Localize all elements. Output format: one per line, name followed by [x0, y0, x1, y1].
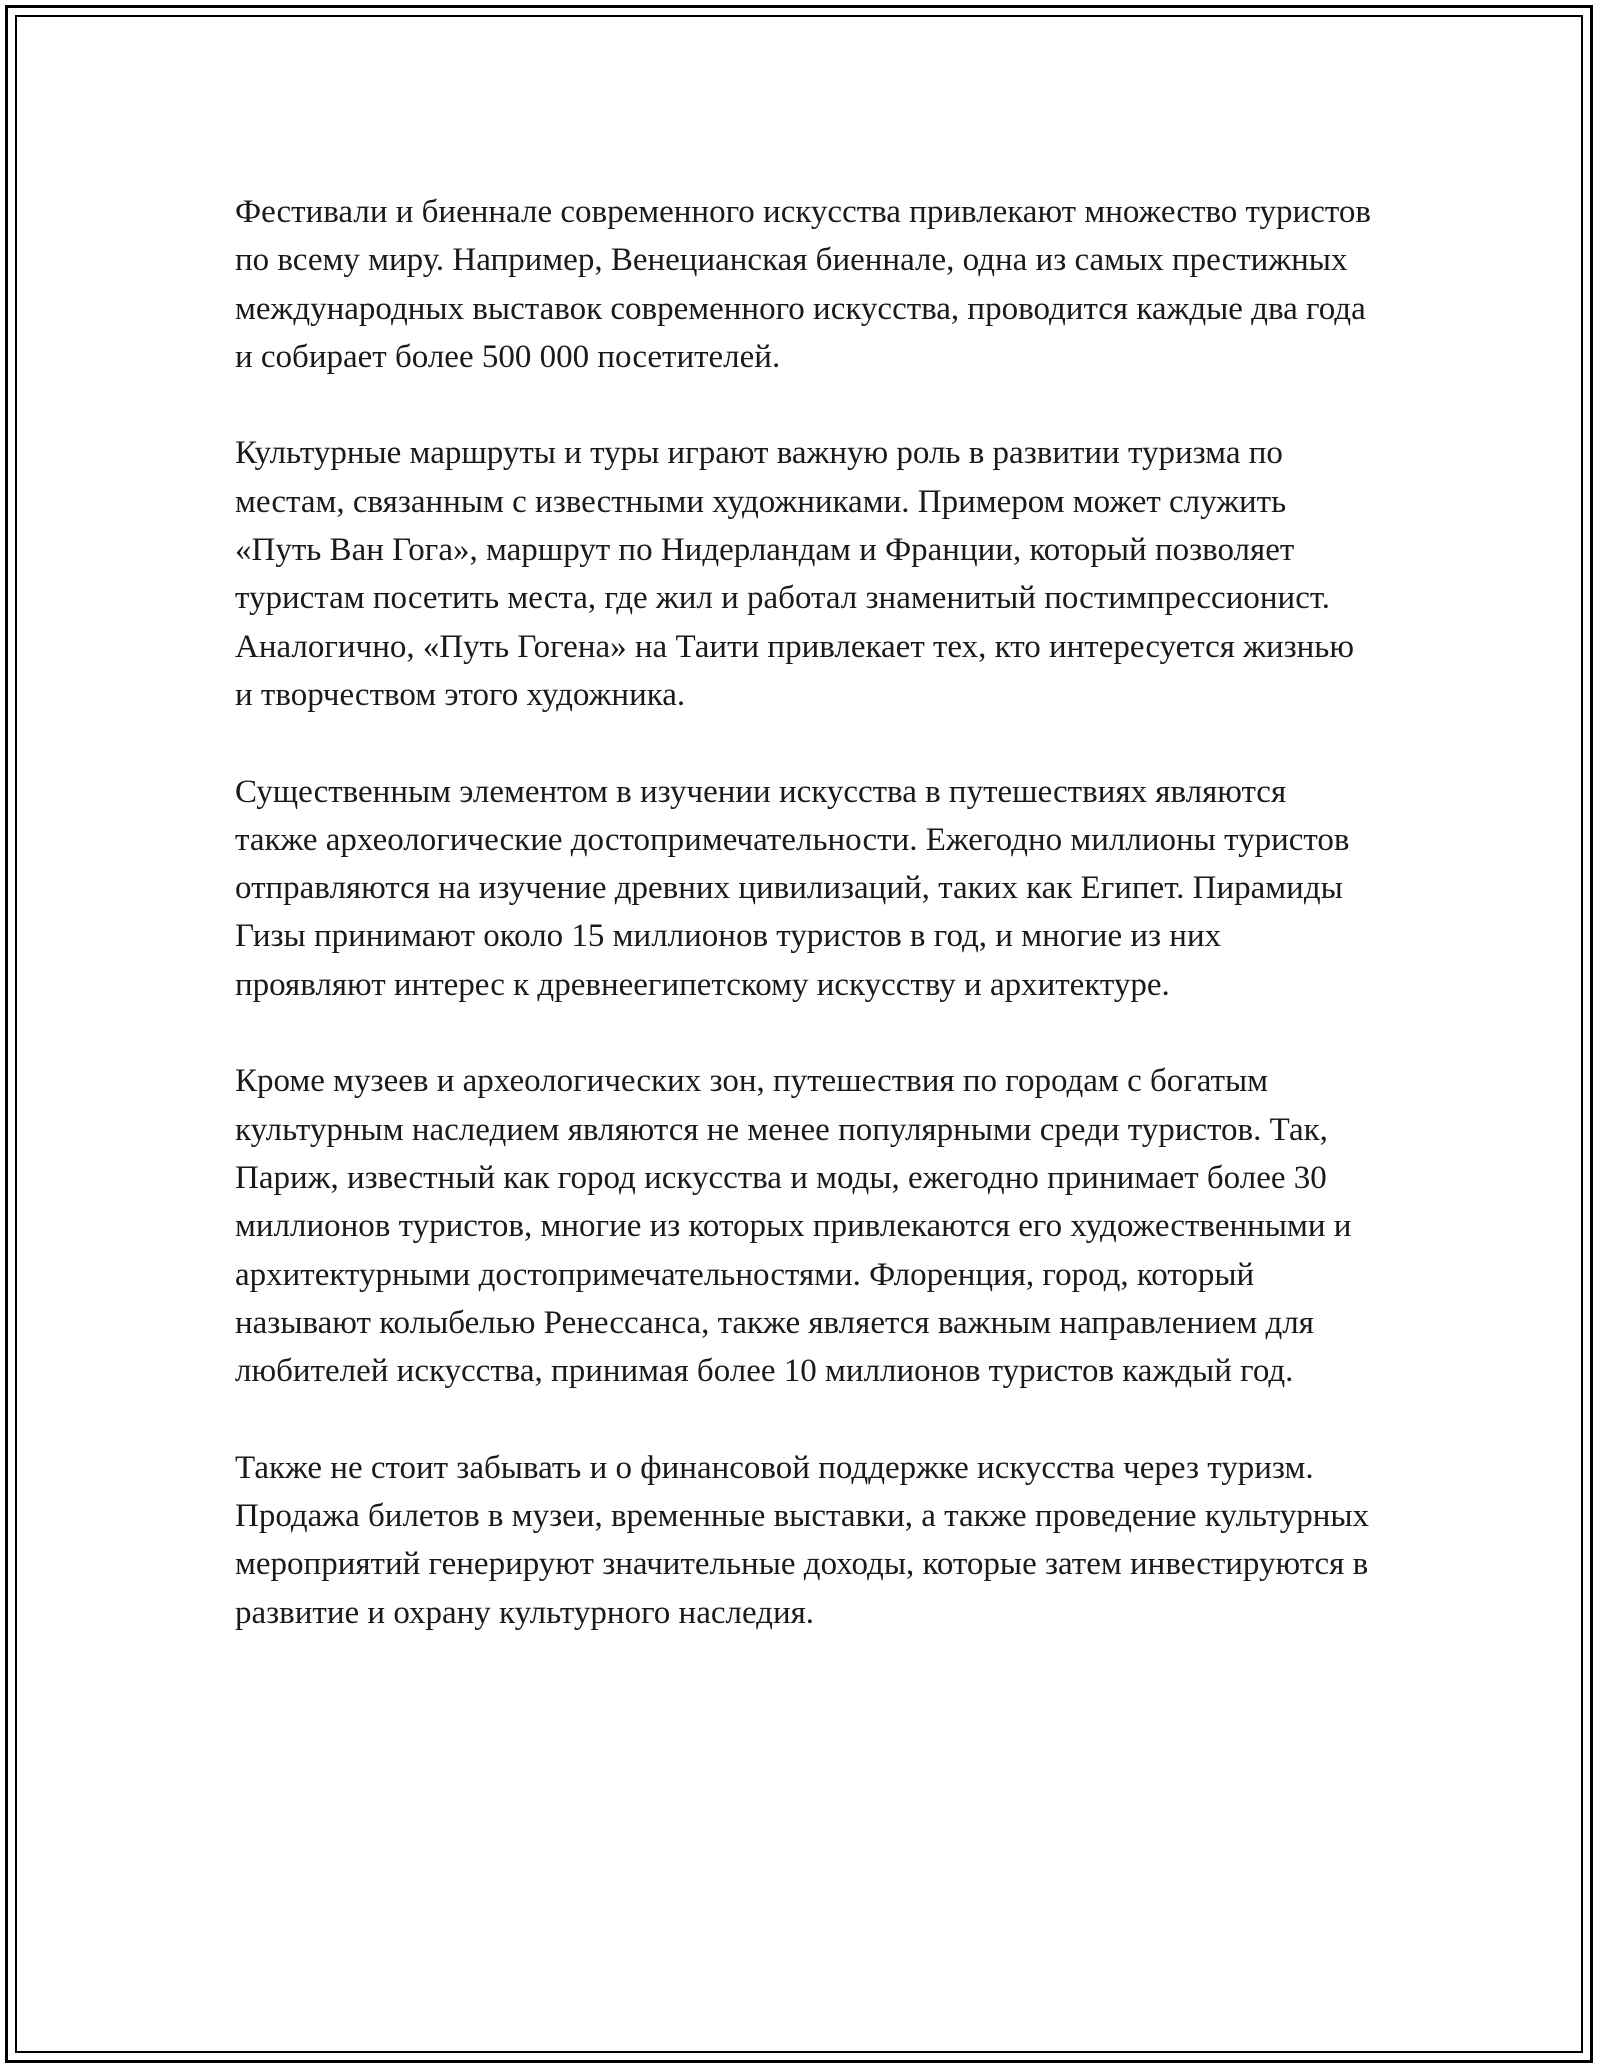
paragraph-financial-support: Также не стоит забывать и о финансовой поддержке искусства через туризм. Продажа билетов в музеи, временные выставки, а также проведение культурных мероприятий генерируют значительные доходы, которые затем инвестируются в развитие и охрану культурного наследия. [235, 1449, 1370, 1631]
paragraph-archaeology: Существенным элементом в изучении искусства в путешествиях являются также археологические достопримечательности. Ежегодно миллионы туристов отправляются на изучение древних цивилизаций, таких как Египет. Пирамиды Гизы принимают около 15 миллионов туристов в год, и многие из них проявляют интерес к древнеегипетскому искусству и архитектуре. [235, 773, 1350, 1003]
paragraph-heritage-cities: Кроме музеев и археологических зон, путешествия по городам с богатым культурным наследием являются не менее популярными среди туристов. Так, Париж, известный как город искусства и моды, ежегодно принимает более 30 миллионов туристов, многие из которых привлекаются его художественными и архитектурными достопримечательностями. Флоренция, город, который называют колыбелью Ренессанса, также является важным направлением для любителей искусства, принимая более 10 миллионов туристов каждый год. [235, 1063, 1352, 1390]
document-body [235, 188, 1375, 1685]
paragraph-cultural-routes: Культурные маршруты и туры играют важную роль в развитии туризма по местам, связанным с известными художниками. Примером может служить «Путь Ван Гога», маршрут по Нидерландам и Франции, который позволяет туристам посетить места, где жил и работал знаменитый постимпрессионист. Аналогично, «Путь Гогена» на Таити привлекает тех, кто интересуется жизнью и творчеством этого художника. [235, 435, 1355, 713]
paragraph-biennale: Фестивали и биеннале современного искусства привлекают множество туристов по всему миру. Например, Венецианская биеннале, одна из самых престижных международных выставок современного искусства, проводится каждые два года и собирает более 500 000 посетителей. [235, 194, 1371, 375]
